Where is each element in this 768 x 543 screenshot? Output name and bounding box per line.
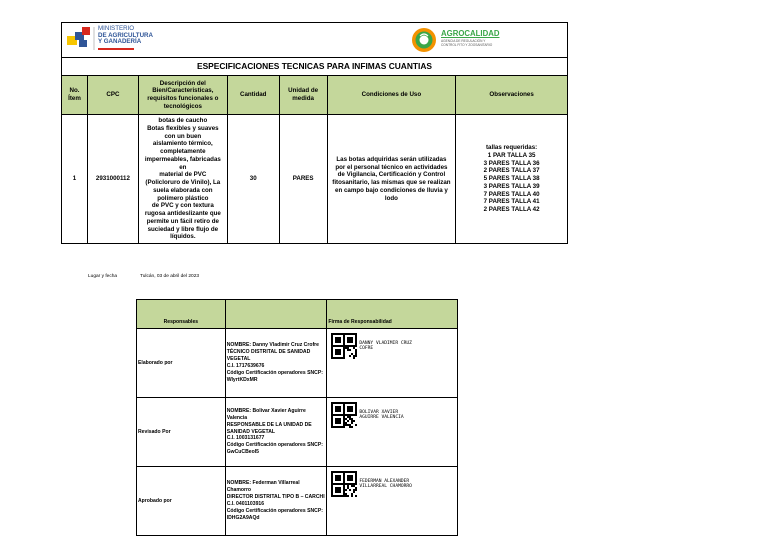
signature-details — [225, 398, 327, 467]
cell-desc — [138, 115, 227, 244]
cell-cpc: 2931000112 — [87, 115, 138, 244]
signature-role: Elaborado por — [137, 329, 226, 398]
desc-line: impermeables, fabricadas en — [144, 155, 221, 171]
col-header-obs: Observaciones — [456, 76, 568, 115]
desc-line: suela elaborada con — [153, 186, 213, 194]
signature-details — [225, 329, 327, 398]
detail-line: C.I. 1003131677 — [226, 435, 265, 442]
signer-name-line: BOLIVAR XAVIER — [359, 409, 399, 415]
desc-line: material de PVC — [159, 171, 207, 179]
signature-cell — [327, 398, 458, 467]
obs-line: 2 PARES TALLA 42 — [483, 206, 540, 214]
detail-line: Valencia — [226, 414, 248, 421]
ministry-underline — [98, 48, 134, 50]
detail-line: Chamorro — [226, 487, 252, 494]
signature-row — [137, 398, 458, 467]
signer-name-line: FEDERMAN ALEXANDER — [359, 478, 410, 484]
desc-line: aislamiento térmico, — [152, 140, 213, 148]
cell-item: 1 — [62, 115, 88, 244]
cell-unit: PARES — [279, 115, 327, 244]
obs-line: 2 PARES TALLA 37 — [483, 167, 540, 175]
desc-line: rugosa antideslizante que — [144, 210, 221, 217]
col-header-desc: Descripción del Bien/Caracteristicas, requisitos funcionales o tecnológicos — [138, 76, 227, 115]
signatures-table — [136, 299, 458, 536]
ministry-logo — [63, 24, 173, 52]
detail-line: Código Certificación operadores SNCP: — [226, 507, 323, 514]
signature-row — [137, 329, 458, 398]
desc-line: (Policloruro de Vinilo), La — [145, 179, 221, 186]
desc-line: suciedad y libre flujo de — [147, 225, 219, 233]
agrocalidad-sub-1: AGENCIA DE REGULACIÓN Y — [441, 39, 486, 43]
col-header-unit: Unidad de medida — [279, 76, 327, 115]
desc-line: Botas flexibles y suaves — [147, 124, 219, 132]
signature-details — [225, 467, 327, 536]
obs-line: 1 PAR TALLA 35 — [487, 151, 536, 159]
obs-line: 7 PARES TALLA 40 — [483, 190, 540, 198]
desc-line: botas de caucho — [158, 117, 208, 124]
desc-line: polímero plástico — [157, 194, 209, 202]
obs-line: 3 PARES TALLA 39 — [483, 182, 540, 190]
detail-line: Código Certificación operadores SNCP: — [226, 442, 323, 449]
spec-table — [61, 22, 568, 244]
desc-line: con un buen — [164, 132, 202, 140]
desc-line: completamente — [160, 148, 206, 155]
signature-role: Revisado Por — [137, 398, 226, 467]
detail-line: DIRECTOR DISTRITAL TIPO B – CARCHI — [226, 494, 325, 501]
obs-line: tallas requeridas: — [485, 144, 538, 152]
desc-line: de PVC y con textura — [151, 202, 214, 210]
detail-line: NOMBRE: Bolivar Xavier Aguirre — [226, 407, 306, 414]
obs-line: 5 PARES TALLA 38 — [483, 175, 540, 183]
signature-cell — [327, 329, 458, 398]
table-row — [62, 115, 568, 244]
detail-line: WIyrtKDxMR — [226, 376, 258, 383]
ministry-name-3: Y GANADERÍA — [98, 38, 142, 45]
col-header-responsables: Responsables — [137, 300, 226, 329]
page-title: ESPECIFICACIONES TECNICAS PARA INFIMAS CUANTIAS — [62, 58, 568, 76]
col-header-item: No. Ítem — [62, 76, 88, 115]
detail-line: IDHG2A9AQd — [226, 514, 260, 521]
col-header-blank — [225, 300, 327, 329]
col-header-cond: Condiciones de Uso — [327, 76, 456, 115]
col-header-qty: Cantidad — [227, 76, 279, 115]
signature-role: Aprobado por — [137, 467, 226, 536]
agrocalidad-emblem-icon — [410, 26, 438, 54]
col-header-cpc: CPC — [87, 76, 138, 115]
agrocalidad-name: AGROCALIDAD — [441, 29, 500, 38]
title-row — [62, 58, 568, 76]
obs-line: 3 PARES TALLA 36 — [483, 159, 540, 167]
header-row — [62, 76, 568, 115]
signer-name-line: DANNY VLADIMIR CRUZ — [359, 340, 412, 346]
agrocalidad-sub-2: CONTROL FITO Y ZOOSANITARIO — [441, 42, 493, 47]
detail-line: RESPONSABLE DE LA UNIDAD DE — [226, 421, 312, 428]
detail-line: NOMBRE: Federman Villarreal — [226, 480, 300, 487]
detail-line: VEGETAL — [226, 356, 251, 363]
qr-code-icon[interactable] — [331, 471, 357, 497]
signature-row — [137, 467, 458, 536]
signer-name-line: COFRE — [359, 346, 374, 351]
signature-cell — [327, 467, 458, 536]
signer-name-line: AGUIRRE VALENCIA — [359, 415, 404, 420]
detail-line: SANIDAD VEGETAL — [226, 428, 276, 435]
desc-line: permite un fácil retiro de — [146, 217, 219, 225]
desc-line: líquidos. — [170, 233, 196, 241]
place-date-label: Lugar y fecha — [88, 274, 118, 279]
cell-qty: 30 — [227, 115, 279, 244]
ministry-name-1: MINISTERIO — [98, 25, 135, 32]
detail-line: C.I. 1717639676 — [226, 363, 265, 369]
col-header-firma: Firma de Responsabilidad — [327, 300, 458, 329]
signatures-header-row — [137, 300, 458, 329]
detail-line: C.I. 0401103916 — [226, 501, 265, 507]
signer-name-line: VILLARREAL CHAMORRO — [359, 484, 412, 489]
detail-line: Código Certificación operadores SNCP: — [226, 369, 323, 376]
ministry-name-2: DE AGRICULTURA — [98, 31, 153, 39]
obs-line: 7 PARES TALLA 41 — [483, 198, 540, 206]
qr-code-icon[interactable] — [331, 333, 357, 359]
place-date-value: Tulcán, 03 de abril del 2023 — [140, 274, 200, 279]
detail-line: TÉCNICO DISTRITAL DE SANIDAD — [226, 349, 311, 356]
agrocalidad-logo — [410, 26, 560, 54]
cell-obs — [456, 115, 568, 244]
detail-line: NOMBRE: Danny Vladimir Cruz Crofre — [226, 342, 319, 349]
qr-code-icon[interactable] — [331, 402, 357, 428]
cell-cond: Las botas adquiridas serán utilizadas por el personal técnico en actividades de Vigilancia, Certificación y Control fitosanitario, las mismas que se realizan en campo bajo condiciones de lluvia y lodo — [327, 115, 456, 244]
detail-line: GwCuCBeoI5 — [226, 449, 259, 456]
